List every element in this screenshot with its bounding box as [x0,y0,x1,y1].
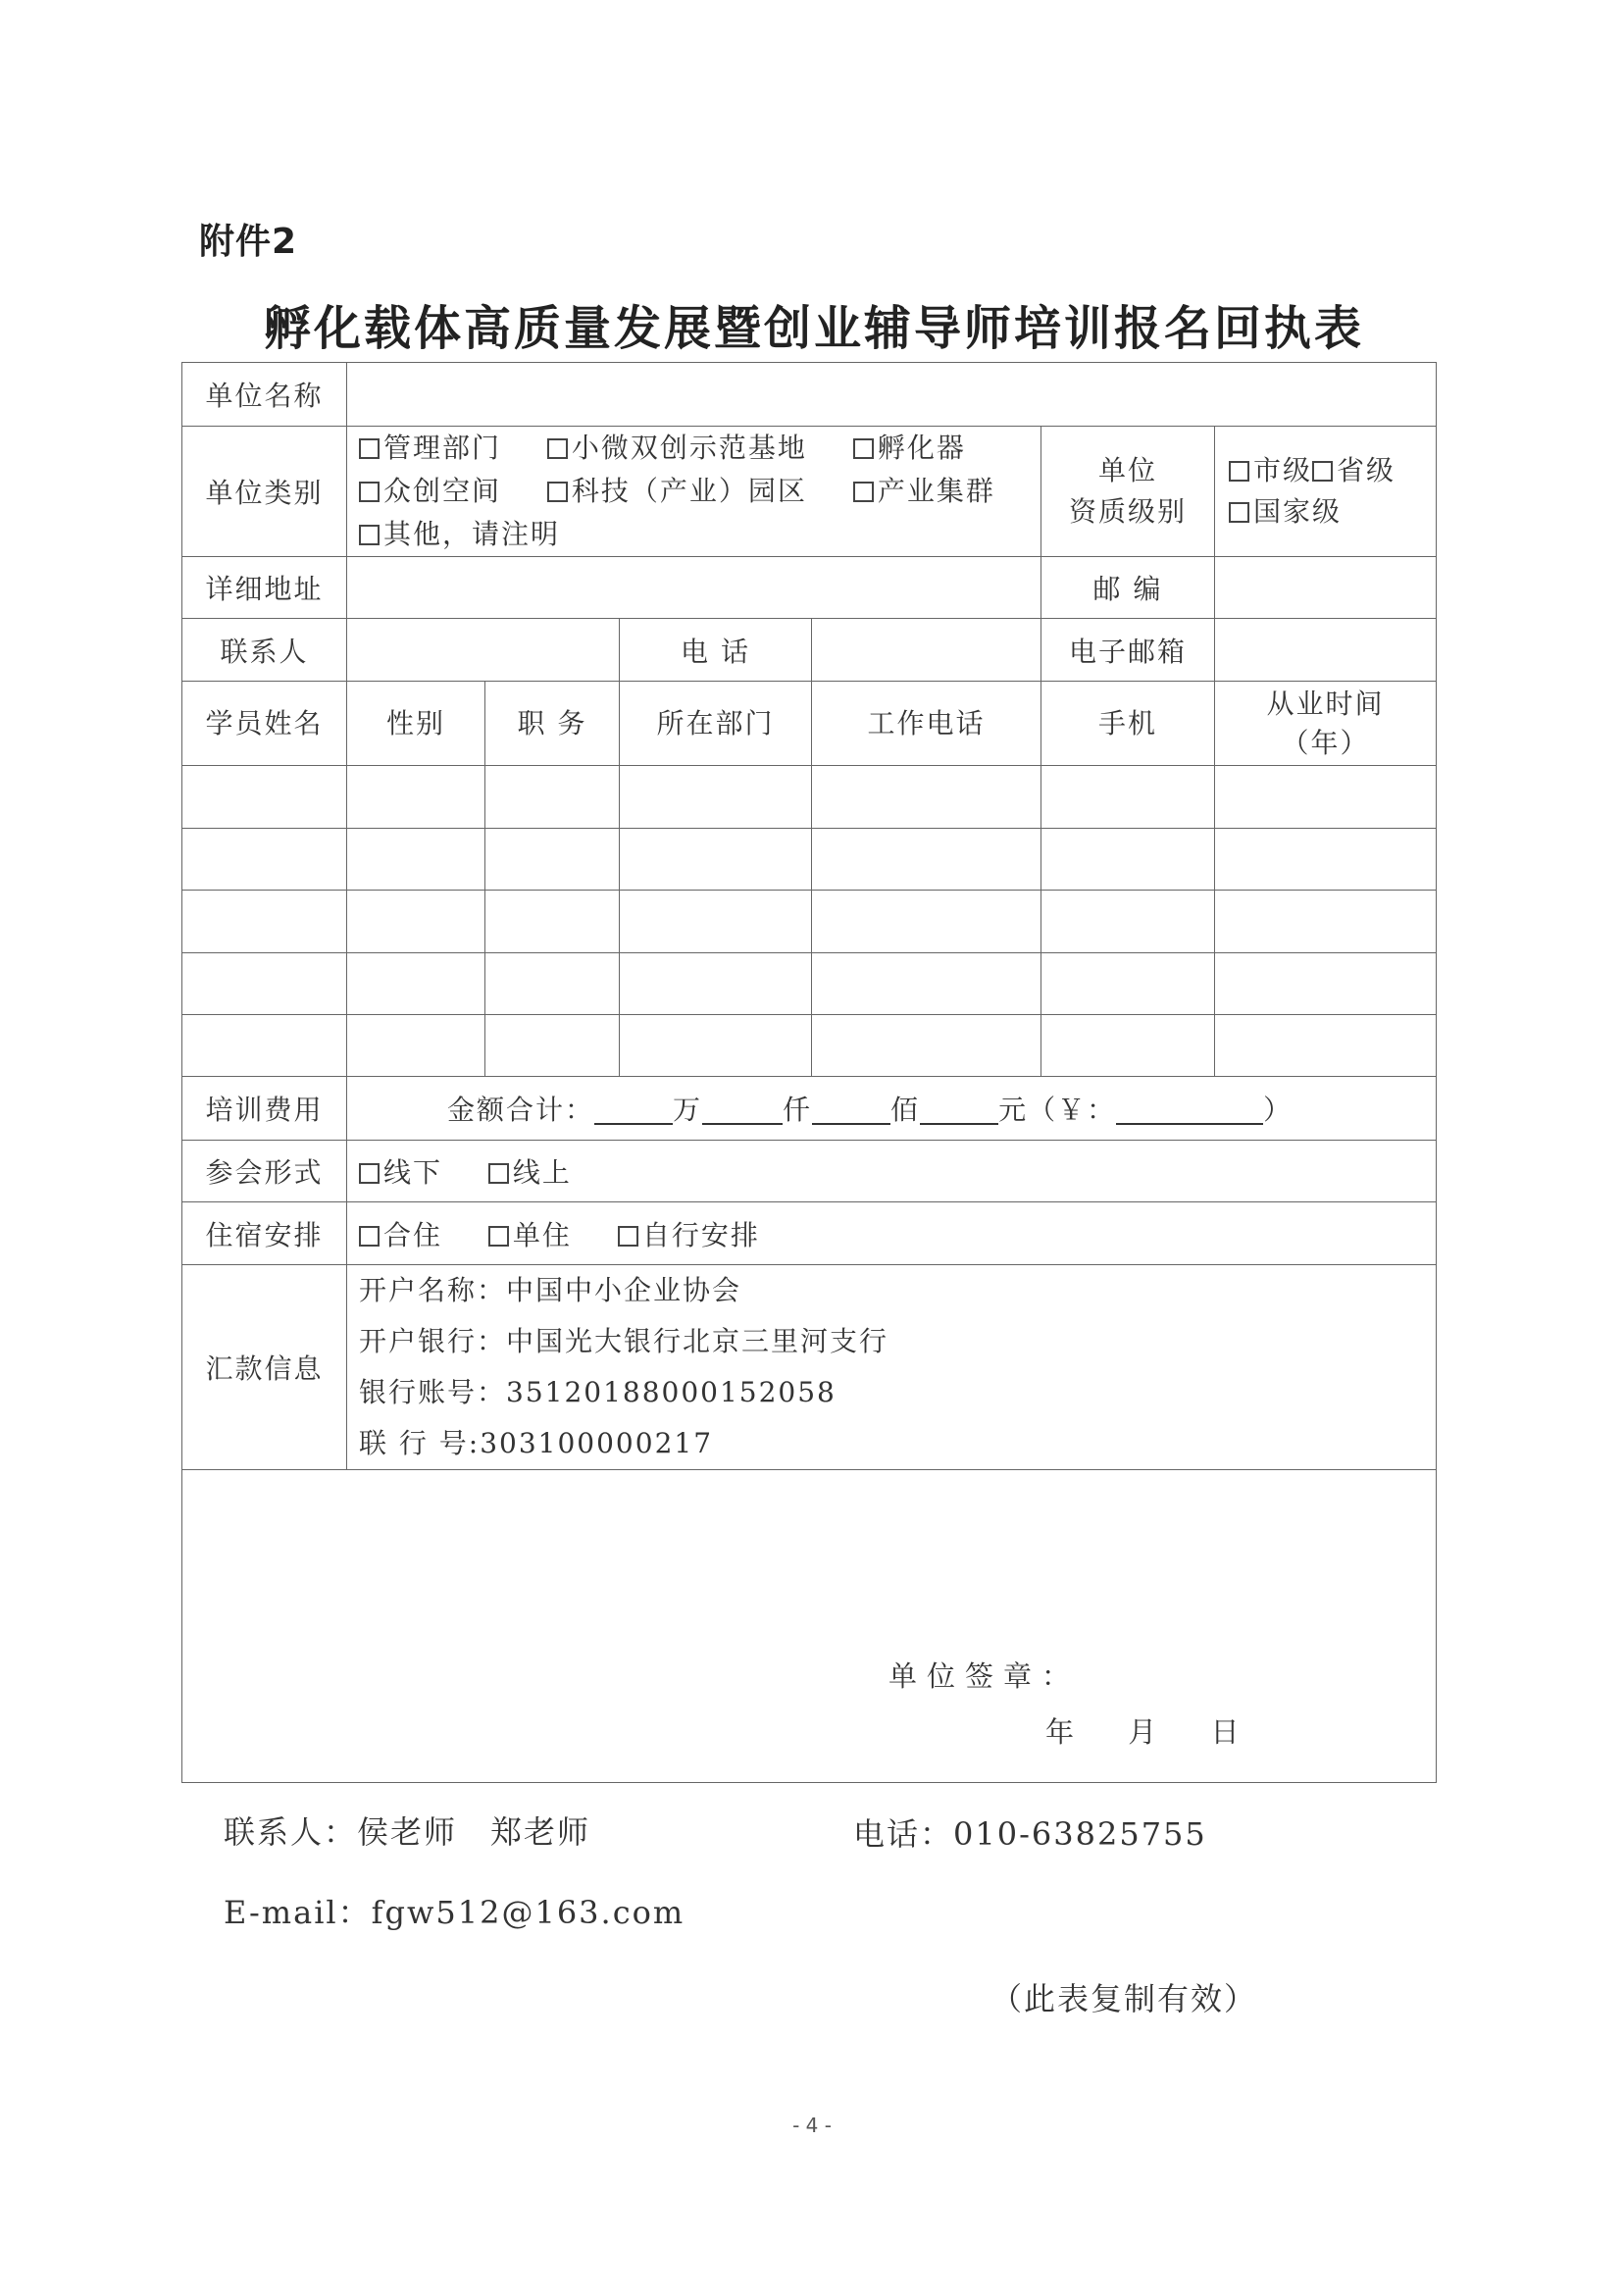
checkbox-icon[interactable] [359,1226,380,1247]
student-row [182,766,1437,829]
address-label: 详细地址 [182,557,347,619]
contact-label: 联系人 [182,619,347,682]
checkbox-icon[interactable] [359,438,380,459]
col-student-name: 学员姓名 [182,682,347,766]
checkbox-icon[interactable] [1229,502,1249,523]
qualification-option[interactable]: 省级 [1312,454,1396,486]
unit-type-option[interactable]: 科技（产业）园区 [547,470,807,513]
contact-row [182,619,1437,682]
email-field[interactable] [1215,619,1437,682]
unit-type-option[interactable]: 众创空间 [359,470,501,513]
checkbox-icon[interactable] [359,525,380,545]
unit-type-label: 单位类别 [182,427,347,557]
lodging-label: 住宿安排 [182,1202,347,1265]
checkbox-icon[interactable] [1229,461,1249,482]
student-row [182,1015,1437,1077]
student-row [182,891,1437,953]
unit-type-option[interactable]: 其他，请注明 [359,513,560,556]
fee-label: 培训费用 [182,1077,347,1141]
signature-date: 年 月 日 [1045,1715,1249,1749]
unit-type-row [182,427,1437,557]
qualification-options [1215,427,1437,557]
unit-type-option[interactable]: 小微双创示范基地 [547,427,807,470]
phone-field[interactable] [812,619,1041,682]
unit-type-option[interactable]: 产业集群 [853,470,995,513]
footer-email: E-mail：fgw512@163.com [224,1894,685,1931]
remit-row [182,1265,1437,1470]
signature-cell[interactable] [182,1470,1437,1783]
checkbox-icon[interactable] [359,482,380,502]
fee-blank-wan[interactable] [594,1097,673,1125]
address-row [182,557,1437,619]
checkbox-icon[interactable] [618,1226,638,1247]
signature-row [182,1470,1437,1783]
attend-label: 参会形式 [182,1141,347,1202]
col-years: 从业时间 （年） [1215,682,1437,766]
remit-account-name: 开户名称：中国中小企业协会 [359,1274,742,1306]
student-header-row [182,682,1437,766]
fee-blank-qian[interactable] [702,1097,783,1125]
qualification-option[interactable]: 国家级 [1229,495,1342,528]
col-mobile: 手机 [1041,682,1215,766]
attend-row [182,1141,1437,1202]
remit-bank-code: 联 行 号:303100000217 [359,1427,714,1459]
signature-label: 单位签章： [888,1659,1081,1693]
fee-blank-yuan[interactable] [920,1097,998,1125]
postcode-field[interactable] [1215,557,1437,619]
checkbox-icon[interactable] [1312,461,1333,482]
col-work-phone: 工作电话 [812,682,1041,766]
phone-label: 电 话 [620,619,812,682]
footer-phone: 电话：010-63825755 [853,1815,1207,1853]
unit-type-option[interactable]: 孵化器 [853,427,966,470]
qualification-label: 单位 资质级别 [1041,427,1215,557]
registration-form [181,362,1437,1783]
contact-field[interactable] [347,619,620,682]
remit-account-number: 银行账号：35120188000152058 [359,1376,837,1408]
fee-blank-bai[interactable] [812,1097,890,1125]
checkbox-icon[interactable] [547,482,568,502]
unit-name-label: 单位名称 [182,363,347,427]
student-row [182,829,1437,891]
remit-bank: 开户银行：中国光大银行北京三里河支行 [359,1325,889,1357]
unit-type-options [347,427,1041,557]
email-label: 电子邮箱 [1041,619,1215,682]
attachment-label: 附件2 [199,222,298,262]
fee-field: 金额合计： 万 仟 佰 元（￥： ） [347,1077,1437,1141]
page-title: 孵化载体高质量发展暨创业辅导师培训报名回执表 [263,301,1364,356]
lodging-options [347,1202,1437,1265]
checkbox-icon[interactable] [547,438,568,459]
checkbox-icon[interactable] [853,482,874,502]
attend-option-online[interactable]: 线上 [488,1151,572,1191]
qualification-option[interactable]: 市级 [1229,454,1312,486]
remit-info [347,1265,1437,1470]
footer-note: （此表复制有效） [990,1980,1258,2017]
attend-option-offline[interactable]: 线下 [359,1151,442,1191]
student-row [182,953,1437,1015]
lodging-option[interactable]: 自行安排 [618,1214,760,1253]
checkbox-icon[interactable] [853,438,874,459]
fee-row [182,1077,1437,1141]
checkbox-icon[interactable] [488,1226,509,1247]
col-position: 职 务 [485,682,620,766]
remit-label: 汇款信息 [182,1265,347,1470]
checkbox-icon[interactable] [359,1163,380,1184]
lodging-option[interactable]: 单住 [488,1214,572,1253]
col-gender: 性别 [347,682,485,766]
page-number: - 4 - [792,2114,832,2137]
attend-options [347,1141,1437,1202]
address-field[interactable] [347,557,1041,619]
unit-name-field[interactable] [347,363,1437,427]
footer-contact: 联系人：侯老师 郑老师 [224,1813,591,1851]
lodging-row [182,1202,1437,1265]
fee-blank-total[interactable] [1116,1097,1263,1125]
postcode-label: 邮 编 [1041,557,1215,619]
unit-type-option[interactable]: 管理部门 [359,427,501,470]
col-department: 所在部门 [620,682,812,766]
checkbox-icon[interactable] [488,1163,509,1184]
lodging-option[interactable]: 合住 [359,1214,442,1253]
unit-name-row [182,363,1437,427]
